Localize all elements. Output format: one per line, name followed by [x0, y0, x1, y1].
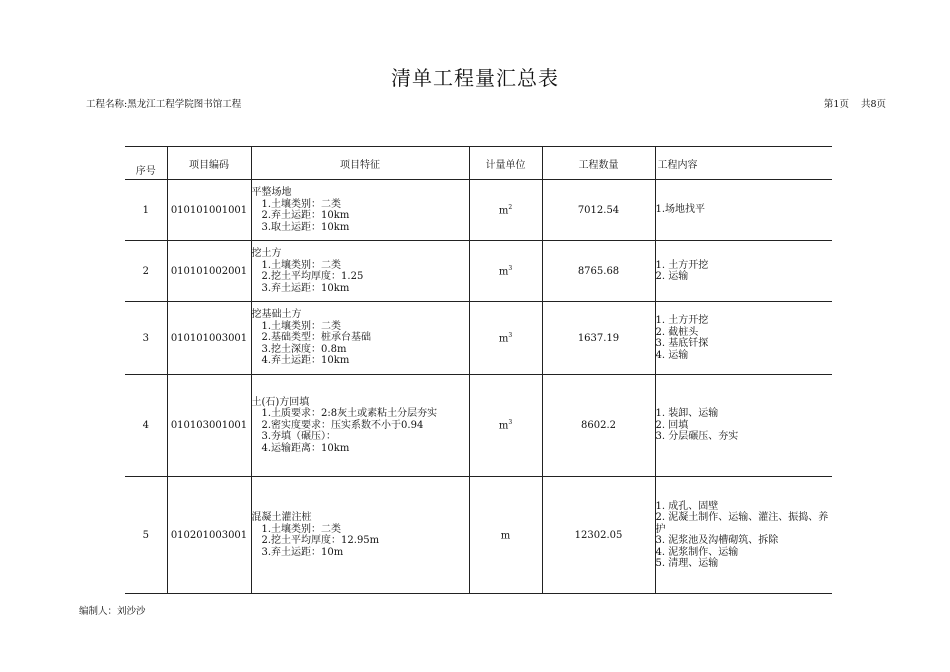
row-seq: 2 — [125, 241, 167, 302]
content-item: 4. 泥浆制作、运输 — [655, 546, 739, 558]
feature-item: 3.取土运距：10km — [261, 221, 350, 233]
content-item: 2. 截桩头 — [655, 326, 699, 338]
feature-item: 2.挖土平均厚度：1.25 — [261, 271, 364, 282]
unit-text: m — [498, 266, 509, 278]
unit-superscript: 3 — [508, 264, 513, 272]
feature-item: 3.夯填（碾压）： — [261, 431, 337, 443]
unit-superscript: 2 — [508, 203, 513, 211]
row-content — [655, 302, 832, 375]
feature-item: 3.弃土运距：10km — [261, 282, 350, 294]
unit-text: m — [498, 205, 509, 217]
content-item: 3. 分层碾压、夯实 — [655, 431, 739, 443]
unit-text: m — [498, 333, 509, 345]
content-item: 1. 装卸、运输 — [655, 408, 719, 420]
row-quantity: 12302.05 — [542, 477, 655, 594]
page-title: 清单工程量汇总表 — [391, 66, 559, 90]
feature-item: 4.运输距离：10km — [261, 442, 350, 454]
row-quantity: 1637.19 — [542, 302, 655, 375]
row-unit — [469, 477, 542, 594]
editor-label: 编制人：刘沙沙 — [79, 606, 146, 617]
row-feature — [251, 180, 469, 241]
feature-item: 1.土质要求：2:8灰土或素粘土分层夯实 — [261, 408, 438, 420]
row-quantity: 8602.2 — [542, 375, 655, 477]
feature-title: 挖基础土方 — [251, 309, 302, 321]
feature-item: 4.弃土运距：10km — [261, 355, 350, 367]
row-seq: 1 — [125, 180, 167, 241]
feature-item: 2.弃土运距：10km — [261, 210, 350, 221]
table-row — [125, 375, 832, 477]
feature-title: 混凝土灌注桩 — [251, 512, 312, 523]
header-code: 项目编码 — [167, 147, 251, 180]
page-total: 共8页 — [860, 99, 886, 110]
unit-superscript: 3 — [508, 419, 513, 427]
unit-text: m — [498, 420, 509, 432]
row-content — [655, 241, 832, 302]
row-seq: 5 — [125, 477, 167, 594]
row-code: 010103001001 — [167, 375, 251, 477]
row-feature — [251, 302, 469, 375]
header-seq: 序号 — [125, 147, 167, 180]
content-item: 1. 成孔、固壁 — [655, 500, 719, 512]
content-item: 1. 土方开挖 — [655, 315, 709, 326]
row-code: 010101001001 — [167, 180, 251, 241]
row-content — [655, 477, 832, 594]
feature-item: 2.基础类型：桩承台基础 — [261, 332, 372, 344]
header-unit: 计量单位 — [469, 147, 542, 180]
feature-item: 3.挖土深度：0.8m — [261, 343, 347, 355]
feature-title: 土(石)方回填 — [251, 396, 310, 408]
row-content — [655, 375, 832, 477]
page-current: 第1页 — [823, 99, 849, 110]
feature-item: 1.土壤类别：二类 — [261, 320, 342, 332]
bill-of-quantities-table — [125, 146, 832, 594]
table-row — [125, 180, 832, 241]
row-code: 010101002001 — [167, 241, 251, 302]
row-content — [655, 180, 832, 241]
content-item: 2. 泥凝土制作、运输、灌注、振捣、养护 — [655, 512, 829, 535]
row-seq: 3 — [125, 302, 167, 375]
row-feature — [251, 375, 469, 477]
table-header-row — [125, 147, 832, 180]
row-unit — [469, 180, 542, 241]
row-quantity: 8765.68 — [542, 241, 655, 302]
row-unit — [469, 375, 542, 477]
table-row — [125, 241, 832, 302]
feature-title: 挖土方 — [251, 248, 282, 259]
row-unit — [469, 302, 542, 375]
header-content: 工程内容 — [655, 147, 832, 180]
row-seq: 4 — [125, 375, 167, 477]
row-code: 010201003001 — [167, 477, 251, 594]
row-code: 010101003001 — [167, 302, 251, 375]
feature-item: 1.土壤类别：二类 — [261, 198, 342, 210]
content-item: 1. 土方开挖 — [655, 259, 709, 271]
feature-title: 平整场地 — [251, 187, 292, 198]
content-item: 4. 运输 — [655, 349, 689, 361]
row-unit — [469, 241, 542, 302]
content-item: 5. 清理、运输 — [655, 558, 719, 569]
table-row — [125, 302, 832, 375]
content-item: 2. 回填 — [655, 419, 689, 431]
feature-item: 1.土壤类别：二类 — [261, 259, 342, 271]
feature-item: 1.土壤类别：二类 — [261, 523, 342, 535]
feature-item: 2.密实度要求：压实系数不小于0.94 — [261, 419, 424, 431]
header-quantity: 工程数量 — [542, 147, 655, 180]
content-item: 3. 泥浆池及沟槽砌筑、拆除 — [655, 535, 779, 546]
row-feature — [251, 477, 469, 594]
row-quantity: 7012.54 — [542, 180, 655, 241]
content-item: 1.场地找平 — [655, 204, 706, 216]
content-item: 3. 基底钎探 — [655, 338, 709, 349]
content-item: 2. 运输 — [655, 271, 689, 282]
feature-item: 3.弃土运距：10m — [261, 546, 344, 558]
row-feature — [251, 241, 469, 302]
feature-item: 2.挖土平均厚度：12.95m — [261, 535, 380, 546]
unit-text: m — [500, 530, 511, 542]
unit-superscript: 3 — [508, 331, 513, 339]
page-indicator — [812, 96, 886, 110]
table-row — [125, 477, 832, 594]
project-name: 工程名称:黑龙江工程学院图书馆工程 — [86, 99, 242, 110]
header-feature: 项目特征 — [251, 147, 469, 180]
